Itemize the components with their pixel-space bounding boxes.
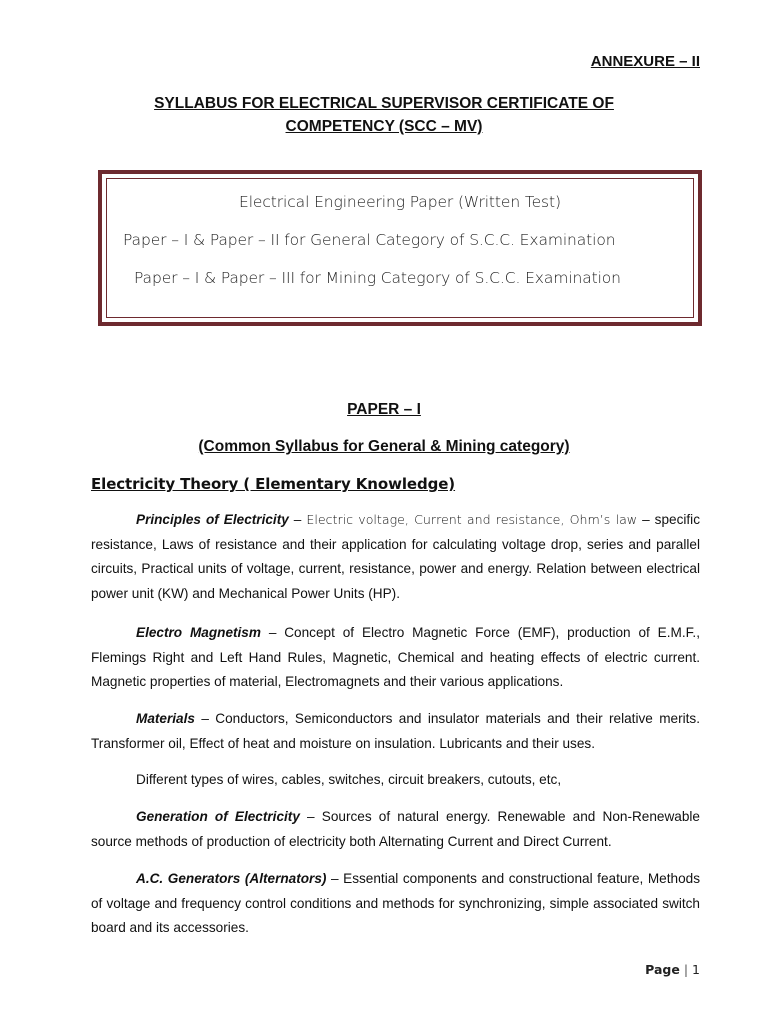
paragraph-body-text: – Concept of Electro Magnetic Force (EMF), production of E.M.F., Flemings Right and Left Hand Rules, Magnetic, Chemical and heating effects of electric current. Magnetic properties of material, Electromagnets and their various applications.: [91, 625, 700, 689]
frame-line-mining-category: Paper – I & Paper – III for Mining Category of S.C.C. Examination: [134, 269, 621, 287]
paragraph-wires-cables: [91, 768, 700, 793]
paragraph-generation-of-electricity: [91, 805, 700, 854]
paper-subtitle: (Common Syllabus for General & Mining category): [198, 438, 570, 455]
document-title: SYLLABUS FOR ELECTRICAL SUPERVISOR CERTIFICATE OF COMPETENCY (SCC – MV): [154, 95, 614, 135]
page-footer: [645, 962, 700, 977]
term-ac-generators: A.C. Generators (Alternators): [136, 871, 327, 886]
paragraph-dash: –: [288, 512, 307, 527]
paragraph-materials: [91, 707, 700, 756]
paper-title: PAPER – I: [347, 401, 421, 418]
paragraph-electro-magnetism: [91, 621, 700, 695]
term-principles-of-electricity: Principles of Electricity: [136, 512, 289, 527]
page-separator: |: [683, 962, 689, 977]
annexure-label: ANNEXURE – II: [590, 53, 700, 70]
paragraph-body-text: – Sources of natural energy. Renewable and Non-Renewable source methods of production of electricity both Alternating Current and Direct Current.: [91, 809, 700, 849]
paragraph-lead-text: Electric voltage, Current and resistance, Ohm’s law: [306, 512, 638, 527]
frame-line-paper-type: Electrical Engineering Paper (Written Test): [239, 193, 561, 211]
paragraph-ac-generators: [91, 867, 700, 941]
info-frame-inner-border: [106, 178, 694, 318]
paragraph-body-text: – Essential components and constructional feature, Methods of voltage and frequency control conditions and methods for synchronizing, simple associated switch board and its accessories.: [91, 871, 700, 935]
paragraph-body-text: – specific resistance, Laws of resistance and their application for calculating voltage drop, series and parallel circuits, Practical units of voltage, current, resistance, power and energy. Relation between electrical power unit (KW) and Mechanical Power Units (HP).: [91, 512, 700, 601]
paragraph-principles-of-electricity: [91, 508, 700, 606]
page-label: Page: [645, 962, 680, 977]
paragraph-body-text: – Conductors, Semiconductors and insulator materials and their relative merits. Transformer oil, Effect of heat and moisture on insulation. Lubricants and their uses.: [91, 711, 700, 751]
paragraph-body-text: Different types of wires, cables, switches, circuit breakers, cutouts, etc,: [136, 772, 562, 787]
term-electro-magnetism: Electro Magnetism: [136, 625, 261, 640]
page-number: 1: [692, 962, 700, 977]
term-materials: Materials: [136, 711, 195, 726]
info-frame: [98, 170, 702, 326]
frame-line-general-category: Paper – I & Paper – II for General Category of S.C.C. Examination: [123, 231, 616, 249]
section-heading: Electricity Theory ( Elementary Knowledge): [91, 475, 456, 493]
term-generation-of-electricity: Generation of Electricity: [136, 809, 300, 824]
